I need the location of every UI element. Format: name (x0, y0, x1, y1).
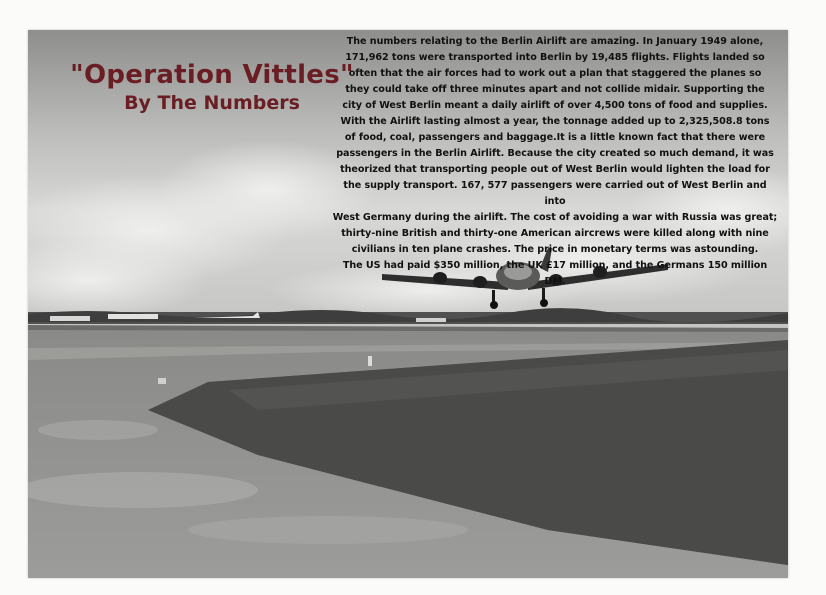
body-line: civilians in ten plane crashes. The price in monetary terms was astounding. (351, 244, 759, 255)
body-line: The numbers relating to the Berlin Airlift are amazing. In January 1949 alone, (346, 36, 764, 47)
body-paragraph (332, 34, 778, 290)
body-line: 171,962 tons were transported into Berlin by 19,485 flights. Flights landed so (345, 52, 765, 63)
body-line: passengers in the Berlin Airlift. Because the city created so much demand, it was (336, 148, 774, 159)
body-line: West Germany during the airlift. The cost of avoiding a war with Russia was great; (332, 212, 778, 223)
body-line: thirty-nine British and thirty-one American aircrews were killed along with nine (341, 228, 769, 239)
title-line-1: "Operation Vittles" (70, 60, 354, 90)
body-line: theorized that transporting people out of West Berlin would lighten the load for (340, 164, 770, 175)
body-line: the supply transport. 167, 577 passengers were carried out of West Berlin and into (343, 180, 767, 207)
body-line: of food, coal, passengers and baggage.It is a little known fact that there were (344, 132, 766, 143)
body-line: they could take off three minutes apart and not collide midair. Supporting the (345, 84, 765, 95)
title-line-2: By The Numbers (124, 92, 300, 114)
body-line: often that the air forces had to work out a plan that staggered the planes so (348, 68, 762, 79)
body-line: With the Airlift lasting almost a year, the tonnage added up to 2,325,508.8 tons (340, 116, 770, 127)
body-line: The US had paid $350 million, the UK £17 million, and the Germans 150 million DM. (342, 260, 768, 287)
body-line: city of West Berlin meant a daily airlift of over 4,500 tons of food and supplies. (342, 100, 768, 111)
poster-title (52, 60, 372, 114)
